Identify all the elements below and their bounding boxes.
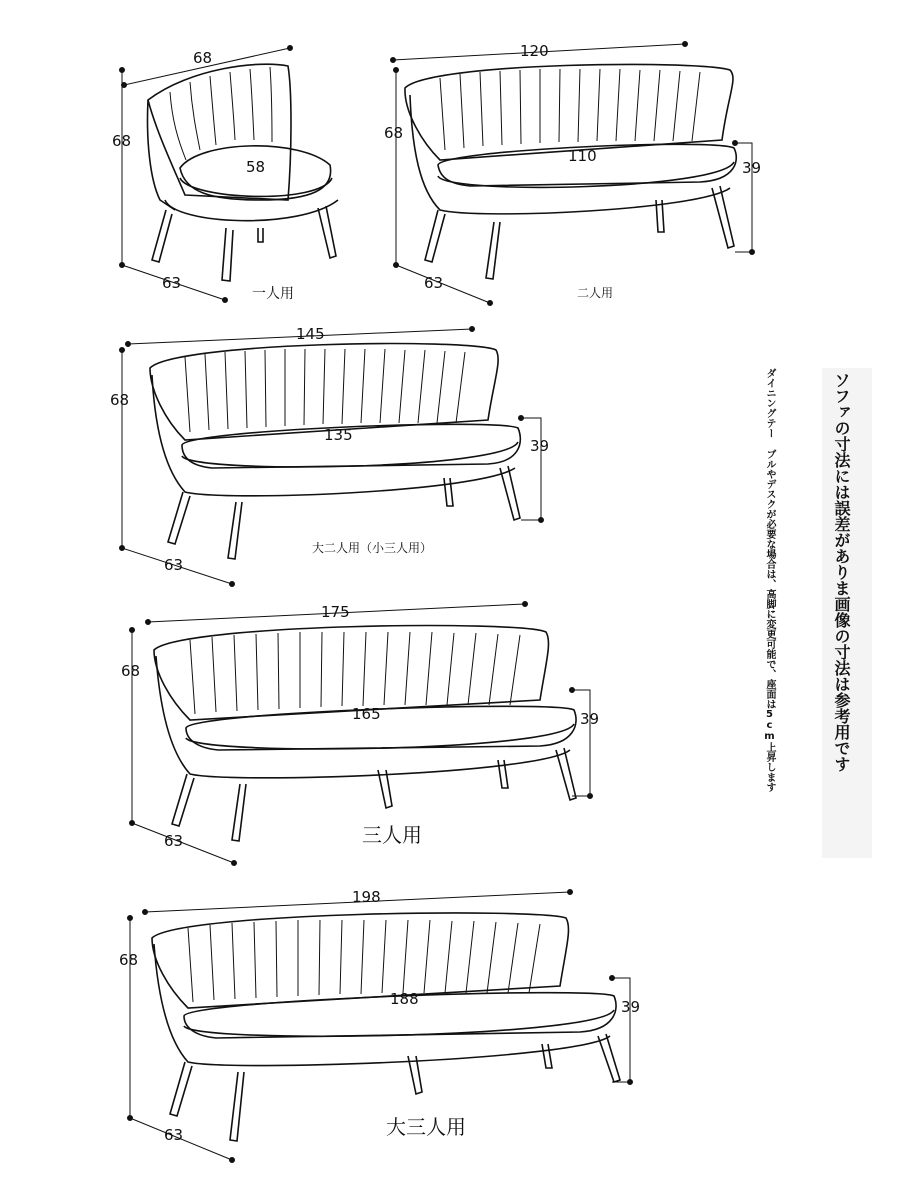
- sofa-1p-height-label: 68: [112, 132, 132, 150]
- sofa-2p-seat-height-label: 39: [742, 159, 762, 177]
- sofa-3p-seat-height-label: 39: [580, 710, 600, 728]
- sofa-2pl-seat-height-label: 39: [530, 437, 550, 455]
- sofa-2p-drawing: [405, 64, 736, 279]
- sofa-1p-dimensions: [120, 46, 293, 303]
- sofa-2p-depth-label: 63: [424, 274, 444, 292]
- sofa-3pl-caption: 大三人用: [386, 1115, 466, 1139]
- sofa-1p-depth-label: 63: [162, 274, 182, 292]
- sofa-1p-caption: 一人用: [252, 286, 294, 302]
- sofa-3pl-seat-label: 188: [390, 990, 419, 1008]
- sofa-2pl-width-label: 145: [296, 325, 325, 343]
- sofa-2pl-seat-label: 135: [324, 426, 353, 444]
- sofa-2p-width-label: 120: [520, 42, 549, 60]
- sofa-2p-caption: 二人用: [577, 286, 614, 300]
- sofa-3pl-seat-height-label: 39: [621, 998, 641, 1016]
- sofa-1p-seat-label: 58: [246, 158, 266, 176]
- sofa-3p-caption: 三人用: [362, 823, 422, 847]
- sofa-3pl-width-label: 198: [352, 888, 381, 906]
- sofa-3p-depth-label: 63: [164, 832, 184, 850]
- sofa-3p-dimensions: [130, 602, 593, 866]
- sofa-2pl-height-label: 68: [110, 391, 130, 409]
- sofa-2pl-depth-label: 63: [164, 556, 184, 574]
- sofa-2p-height-label: 68: [384, 124, 404, 142]
- sofa-2p-dimensions: [391, 42, 755, 306]
- sofa-3p-height-label: 68: [121, 662, 141, 680]
- sofa-3pl-dimensions: [128, 890, 633, 1163]
- sofa-3pl-depth-label: 63: [164, 1126, 184, 1144]
- sofa-1p-width-label: 68: [193, 49, 213, 67]
- sofa-2pl-drawing: [150, 344, 520, 559]
- sofa-1p-drawing: [148, 64, 339, 281]
- sofa-3pl-drawing: [152, 913, 620, 1141]
- dimension-disclaimer-note: ソファの寸法には誤差がありま画像の寸法は参考用です: [832, 372, 851, 772]
- sofa-3p-width-label: 175: [321, 603, 350, 621]
- high-leg-option-note: ダイニングテー ブルやデスクが必要な場合は、高脚に変更可能で、座面は5cm上昇します: [764, 368, 775, 792]
- sofa-2p-seat-label: 110: [568, 147, 597, 165]
- sofa-3p-seat-label: 165: [352, 705, 381, 723]
- sofa-3p-drawing: [154, 626, 576, 841]
- sofa-2pl-caption: 大二人用（小三人用）: [312, 541, 433, 555]
- sofa-3pl-height-label: 68: [119, 951, 139, 969]
